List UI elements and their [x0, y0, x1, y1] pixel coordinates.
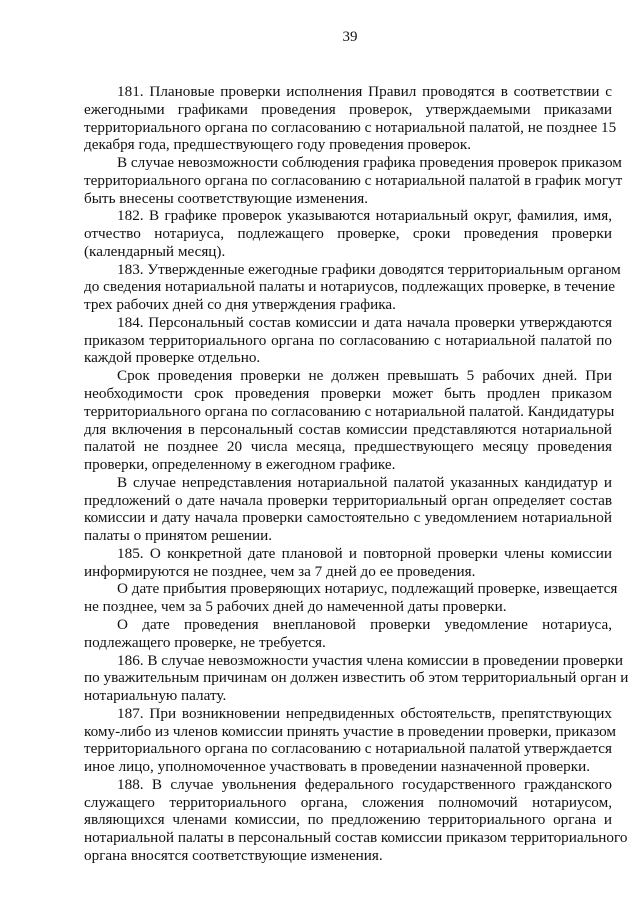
- text-line: приказом территориального органа по согласованию с нотариальной палатой по: [84, 331, 612, 349]
- text-line: О дате проведения внеплановой проверки уведомление нотариуса,: [117, 615, 612, 633]
- text-line: 183. Утвержденные ежегодные графики доводятся территориальным органом: [117, 260, 621, 278]
- paragraph: [84, 207, 612, 260]
- paragraph: [84, 83, 617, 154]
- text-line: палатой не позднее 20 числа месяца, предшествующего месяцу проведения: [84, 438, 612, 456]
- text-line: по уважительным причинам он должен известить об этом территориальный орган и: [84, 669, 629, 687]
- paragraph: [84, 154, 623, 207]
- text-line: до сведения нотариальной палаты и нотариусов, подлежащих проверке, в течение: [84, 278, 615, 296]
- text-line: 184. Персональный состав комиссии и дата начала проверки утверждаются: [117, 313, 612, 331]
- paragraph: [84, 775, 628, 865]
- text-line: территориального органа по согласованию с нотариальной палатой. Кандидатуры: [84, 402, 615, 420]
- text-line: 187. При возникновении непредвиденных обстоятельств, препятствующих: [117, 704, 612, 722]
- text-line: необходимости срок проведения проверки может быть продлен приказом: [84, 385, 612, 403]
- text-line: 181. Плановые проверки исполнения Правил проводятся в соответствии с: [117, 83, 612, 100]
- text-line: нотариальную палату.: [84, 687, 227, 705]
- text-line: ежегодными графиками проведения проверок, утверждаемыми приказами: [84, 100, 612, 118]
- text-line: комиссии и дату начала проверки самостоятельно с уведомлением нотариальной: [84, 509, 612, 527]
- text-line: территориального органа по согласованию с нотариальной палатой в график могут: [84, 171, 623, 189]
- text-line: отчество нотариуса, подлежащего проверке, сроки проведения проверки: [84, 225, 612, 243]
- document-body: [84, 83, 629, 865]
- text-line: декабря года, предшествующего году проведения проверок.: [84, 136, 472, 154]
- text-line: палаты о принятом решении.: [84, 527, 273, 545]
- paragraph: [84, 474, 612, 545]
- paragraph: [84, 616, 612, 652]
- text-line: (календарный месяц).: [84, 242, 226, 260]
- text-line: являющихся членами комиссии, по предложению территориального органа и: [84, 811, 612, 829]
- paragraph: [84, 580, 618, 616]
- text-line: быть внесены соответствующие изменения.: [84, 189, 369, 207]
- text-line: 186. В случае невозможности участия члена комиссии в проведении проверки: [117, 651, 624, 669]
- text-line: О дате прибытия проверяющих нотариус, подлежащий проверке, извещается: [117, 580, 618, 598]
- text-line: нотариальной палаты в персональный состав комиссии приказом территориального: [84, 829, 628, 847]
- page-number: 39: [342, 29, 358, 45]
- text-line: органа вносятся соответствующие изменения.: [84, 846, 383, 864]
- text-line: каждой проверке отдельно.: [84, 349, 261, 367]
- text-line: иное лицо, уполномоченное участвовать в проведении назначенной проверки.: [84, 758, 591, 776]
- paragraph: [84, 260, 621, 314]
- text-line: для включения в персональный состав комиссии представляются нотариальной: [84, 420, 612, 438]
- text-line: 188. В случае увольнения федерального государственного гражданского: [117, 775, 612, 793]
- text-line: подлежащего проверке, не требуется.: [84, 633, 326, 651]
- text-line: кому-либо из членов комиссии принять участие в проведении проверки, приказом: [84, 722, 617, 740]
- text-line: служащего территориального органа, сложения полномочий нотариусом,: [84, 793, 612, 811]
- text-line: трех рабочих дней со дня утверждения графика.: [84, 296, 396, 314]
- text-line: информируются не позднее, чем за 7 дней до ее проведения.: [84, 562, 476, 580]
- text-line: территориального органа по согласованию с нотариальной палатой утверждается: [84, 740, 612, 758]
- text-line: предложений о дате начала проверки территориальный орган определяет состав: [84, 491, 612, 509]
- text-line: 185. О конкретной дате плановой и повторной проверки члены комиссии: [117, 544, 612, 562]
- paragraph: [84, 314, 612, 367]
- text-line: 182. В графике проверок указываются нотариальный округ, фамилия, имя,: [117, 207, 612, 225]
- text-line: В случае непредставления нотариальной палатой указанных кандидатур и: [117, 473, 612, 491]
- text-line: территориального органа по согласованию с нотариальной палатой, не позднее 15: [84, 118, 617, 136]
- paragraph: [84, 367, 615, 474]
- text-line: Срок проведения проверки не должен превышать 5 рабочих дней. При: [117, 367, 612, 385]
- paragraph: [84, 651, 629, 705]
- paragraph: [84, 704, 617, 776]
- text-line: проверки, определенному в ежегодном графике.: [84, 456, 396, 474]
- paragraph: [84, 545, 612, 581]
- text-line: не позднее, чем за 5 рабочих дней до намеченной даты проверки.: [84, 598, 507, 616]
- text-line: В случае невозможности соблюдения графика проведения проверок приказом: [117, 154, 622, 172]
